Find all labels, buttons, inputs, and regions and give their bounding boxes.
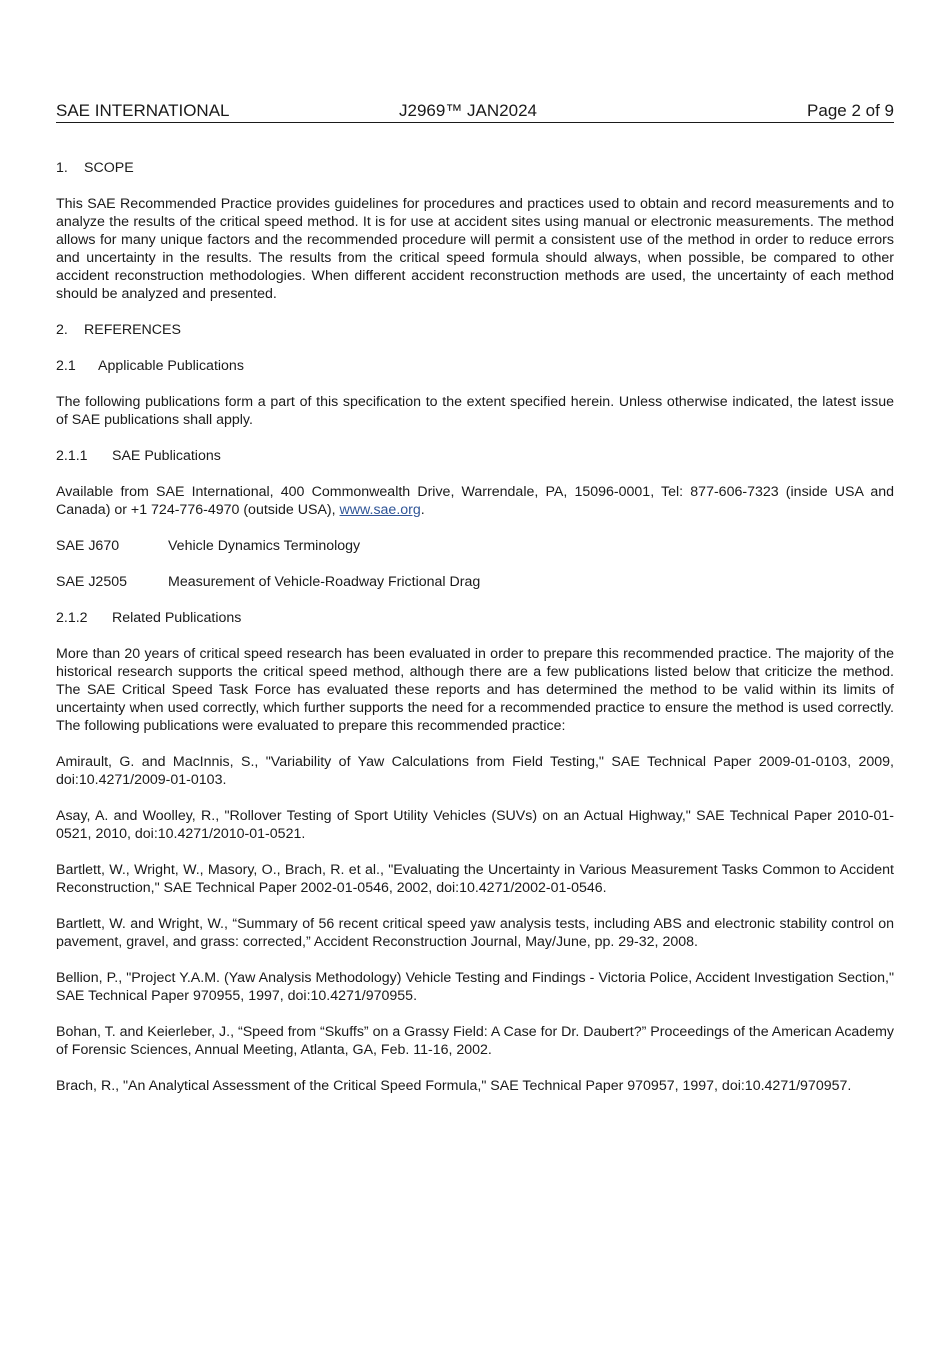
document-body bbox=[56, 159, 894, 1113]
reference-entry: Amirault, G. and MacInnis, S., "Variability of Yaw Calculations from Field Testing," SAE Technical Paper 2009-01-0103, 2009, doi:10.4271/2009-01-0103. bbox=[56, 754, 894, 788]
standard-entry bbox=[56, 573, 894, 591]
section-title: SCOPE bbox=[84, 160, 134, 176]
subsection-heading-related-publications bbox=[56, 609, 894, 627]
standard-title: Vehicle Dynamics Terminology bbox=[168, 538, 361, 554]
reference-entry: Bartlett, W., Wright, W., Masory, O., Brach, R. et al., "Evaluating the Uncertainty in Various Measurement Tasks Common to Accident Reconstruction," SAE Technical Paper 2002-01-0546, 2002, doi:10.4271/2002-01-0546. bbox=[56, 862, 894, 896]
section-title: REFERENCES bbox=[84, 322, 181, 338]
reference-entry: Bohan, T. and Keierleber, J., “Speed from “Skuffs” on a Grassy Field: A Case for Dr. Daubert?” Proceedings of the American Academy of Forensic Sciences, Annual Meeting, Atlanta, GA, Feb. 11-16, 2002. bbox=[56, 1024, 894, 1058]
applicable-paragraph: The following publications form a part of this specification to the extent specified herein. Unless otherwise indicated, the latest issue of SAE publications shall apply. bbox=[56, 394, 894, 428]
scope-paragraph: This SAE Recommended Practice provides guidelines for procedures and practices used to obtain and record measurements and to analyze the results of the critical speed method. It is for use at accident sites using manual or electronic measurements. The method allows for many unique factors and the recommended procedure will permit a consistent use of the method in order to reduce errors and uncertainty in the results. The results from the critical speed formula should always, when possible, be compared to other accident reconstruction methodologies. When different accident reconstruction methods are used, the uncertainty of each method should be analyzed and presented. bbox=[56, 196, 894, 302]
section-number: 1. bbox=[56, 160, 68, 176]
standard-code: SAE J670 bbox=[56, 538, 120, 554]
section-title: Applicable Publications bbox=[98, 358, 244, 374]
sae-website-link[interactable]: www.sae.org bbox=[339, 502, 421, 518]
section-number: 2.1.2 bbox=[56, 610, 88, 626]
reference-entry: Bellion, P., "Project Y.A.M. (Yaw Analysis Methodology) Vehicle Testing and Findings - Victoria Police, Accident Investigation Section," SAE Technical Paper 970955, 1997, doi:10.4271/970955. bbox=[56, 970, 894, 1004]
subsection-heading-applicable bbox=[56, 357, 894, 375]
header-doc-id: J2969™ JAN2024 bbox=[399, 101, 537, 120]
subsection-heading-sae-publications bbox=[56, 447, 894, 465]
section-heading-scope bbox=[56, 159, 894, 177]
header-org: SAE INTERNATIONAL bbox=[56, 101, 230, 120]
section-title: Related Publications bbox=[112, 610, 242, 626]
section-heading-references bbox=[56, 321, 894, 339]
standard-title: Measurement of Vehicle-Roadway Frictional Drag bbox=[168, 574, 481, 590]
page-header bbox=[56, 101, 894, 123]
section-title: SAE Publications bbox=[112, 448, 221, 464]
section-number: 2.1 bbox=[56, 358, 76, 374]
related-publications-paragraph: More than 20 years of critical speed research has been evaluated in order to prepare this recommended practice. The majority of the historical research supports the critical speed method, although there are a few publications listed below that criticize the method. The SAE Critical Speed Task Force has evaluated these reports and has determined the method to be valid within its limits of uncertainty when used correctly, which further supports the need for a recommended practice to ensure the method is used correctly. The following publications were evaluated to prepare this recommended practice: bbox=[56, 646, 894, 734]
sae-availability-text: Available from SAE International, 400 Commonwealth Drive, Warrendale, PA, 15096-0001, Tel: 877-606-7323 (inside USA and Canada) or +1 724-776-4970 (outside USA), bbox=[56, 484, 894, 518]
header-page-number: Page 2 of 9 bbox=[807, 101, 894, 120]
sae-publications-paragraph bbox=[56, 483, 894, 519]
standard-code: SAE J2505 bbox=[56, 574, 127, 590]
standard-entry bbox=[56, 537, 894, 555]
reference-entry: Brach, R., "An Analytical Assessment of the Critical Speed Formula," SAE Technical Paper 970957, 1997, doi:10.4271/970957. bbox=[56, 1078, 852, 1094]
reference-entry: Bartlett, W. and Wright, W., “Summary of 56 recent critical speed yaw analysis tests, including ABS and electronic stability control on pavement, gravel, and grass: corrected,” Accident Reconstruction Journal, May/June, pp. 29-32, 2008. bbox=[56, 916, 894, 950]
section-number: 2.1.1 bbox=[56, 448, 88, 464]
sentence-period: . bbox=[420, 502, 425, 518]
reference-entry: Asay, A. and Woolley, R., "Rollover Testing of Sport Utility Vehicles (SUVs) on an Actual Highway," SAE Technical Paper 2010-01-0521, 2010, doi:10.4271/2010-01-0521. bbox=[56, 808, 894, 842]
section-number: 2. bbox=[56, 322, 68, 338]
